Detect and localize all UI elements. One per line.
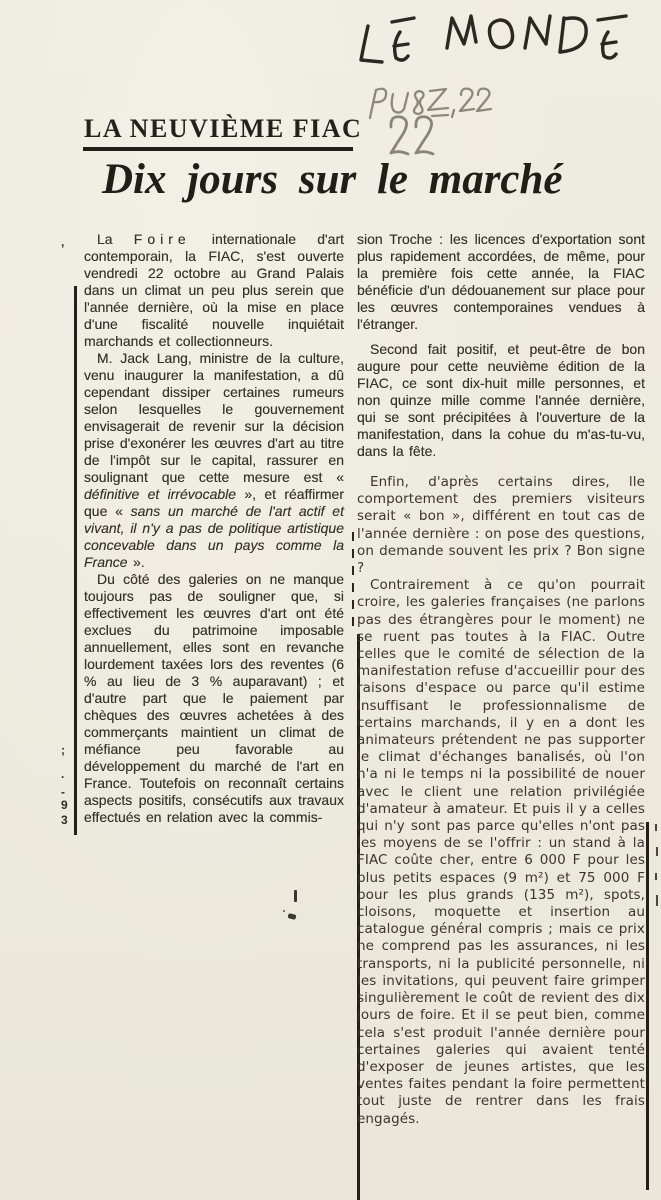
paragraph xyxy=(84,231,344,350)
margin-mark: 3 xyxy=(61,813,68,827)
text-segment: », et réaffirmer que « xyxy=(84,486,344,519)
margin-tick xyxy=(656,847,658,856)
margin-tick xyxy=(656,895,658,906)
text-segment: M. Jack Lang, ministre de la culture, venu inaugurer la manifestation, a dû cependant dissiper certaines rumeurs selon lesquelles le gouvernement envisagerait de revenir sur la décision prise d'exonérer les œuvres d'art au titre de l'impôt sur le capital, rassurer en soulignant que cette mesure est « xyxy=(84,350,344,485)
margin-mark: - xyxy=(61,785,65,799)
margin-tick xyxy=(655,824,657,831)
text-segment: définitive et irrévocable xyxy=(84,486,237,502)
text-segment: sans un marché de l'art actif et vivant, il n'y a pas de politique artistique concevable dans un pays comme la France xyxy=(84,503,344,570)
text-segment: Enfin, d'après certains dires, lle comportement des premiers visiteurs serait « bon », différent en tout cas de l'année dernière : on pose des questions, on demande souvent les prix ? Bon signe ? xyxy=(357,474,645,577)
paragraph xyxy=(357,231,645,333)
kicker-underline xyxy=(83,147,353,151)
margin-mark: 9 xyxy=(61,798,68,812)
right-column xyxy=(357,231,645,1128)
text-segment: Foire xyxy=(133,231,191,247)
margin-tick xyxy=(655,873,657,880)
margin-mark: . xyxy=(61,767,65,781)
text-segment: La xyxy=(97,231,134,247)
text-segment: Contrairement à ce qu'on pourrait croire, les galeries françaises (ne parlons pas des étrangères pour le moment) ne se ruent pas toutes à la FIAC. Outre celles que le comité de sélection de la manifestation refuse d'accueillir pour des raisons d'espace ou parce qu'il estime insuffisant le professionnalisme de certains marchands, il y en a dont les animateurs prétendent ne pas supporter le climat d'échanges banalisés, où l'on n'a ni le temps ni la possibilité de nouer avec le client une relation privilégiée d'amateur à amateur. Et puis il y a celles qui n'y sont pas parce qu'elles n'ont pas les moyens de se l'offrir : un stand à la FIAC coûte cher, entre 6 000 F pour les plus petits espaces (9 m²) et 75 000 F pour les plus grands (135 m²), spots, cloisons, moquette et insertion au catalogue général compris ; mais ce prix ne comprend pas les assurances, ni les transports, ni la publicité personnelle, ni les invitations, qui peuvent faire grimper singulièrement le coût de revient des dix jours de foire. Et il se peut bien, comme cela s'est produit l'année dernière pour certaines galeries qui avaient tenté d'exposer de jeunes artistes, que les ventes faites pendant la foire permettent tout juste de rentrer dans les frais engagés. xyxy=(357,577,645,1127)
handwritten-page-number-pencil xyxy=(384,112,440,160)
text-segment: Du côté des galeries on ne manque toujours pas de souligner que, si effectivement les œuvres d'art ont été exclues du patrimoine imposable annuellement, elles sont en revanche lourdement taxées lors des reventes (6 % au lieu de 3 % auparavant) ; et d'autre part que le paiement par chèques des œuvres achetées à des commerçants maintient un climat de méfiance peu favorable au développement du marché de l'art en France. Toutefois on reconnaît certains aspects positifs, consécutifs aux travaux effectués en relation avec la commis- xyxy=(84,571,344,825)
margin-mark: ; xyxy=(61,743,65,757)
margin-mark: , xyxy=(61,235,65,249)
column-divider-dashed xyxy=(352,532,354,632)
stray-mark xyxy=(294,890,297,902)
right-column-rule xyxy=(646,822,649,1190)
left-column-rule xyxy=(74,286,77,835)
stray-mark xyxy=(283,910,285,912)
text-segment: sion Troche : les licences d'exportation sont plus rapidement accordées, de même, pour la première fois cette année, la FIAC bénéficie d'un dédouanement sur place pour les œuvres contemporaines vendues à l'étranger. xyxy=(357,231,645,332)
headline: Dix jours sur le marché xyxy=(102,156,563,203)
stray-mark xyxy=(288,913,297,920)
paragraph xyxy=(84,571,344,826)
paragraph xyxy=(357,577,645,1128)
kicker: LA NEUVIÈME FIAC xyxy=(84,114,363,143)
left-column xyxy=(84,231,344,826)
paragraph xyxy=(357,341,645,460)
text-segment: Second fait positif, et peut-être de bon augure pour cette neuvième édition de la FIAC, ce sont dix-huit mille personnes, et non quinze mille comme l'année dernière, qui se sont précipitées à l'ouverture de la manifestation, dans la cohue du m'as-tu-vu, dans la fête. xyxy=(357,341,645,459)
text-segment: ». xyxy=(127,554,145,570)
paragraph xyxy=(84,350,344,571)
paragraph xyxy=(357,474,645,577)
text-segment: internationale d'art contemporain, la FIAC, s'est ouverte vendredi 22 octobre au Grand Palais dans un climat un peu plus serein que l'année dernière, où la mise en place d'une fiscalité nouvelle inquiétait marchands et collectionneurs. xyxy=(84,231,344,349)
handwritten-masthead-ink xyxy=(350,6,630,70)
